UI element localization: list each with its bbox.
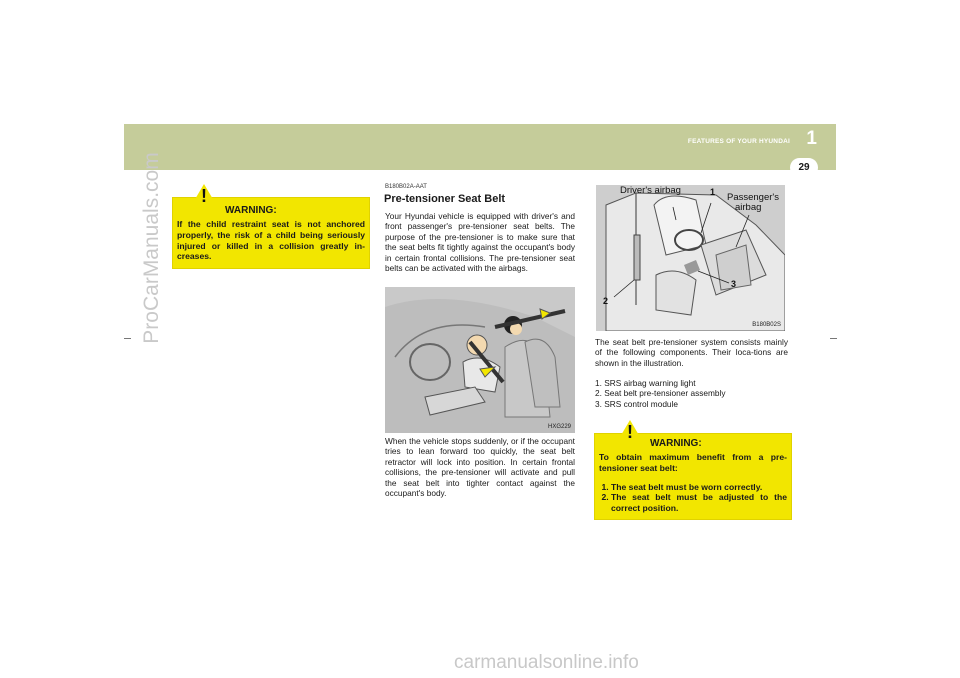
section-title: FEATURES OF YOUR HYUNDAI [687,138,790,145]
warning-body [599,452,787,514]
side-watermark: ProCarManuals.com [140,152,163,344]
components-intro: The seat belt pre-tensioner system consists mainly of the following components. Their loca-tions are shown in the illustration. [595,337,788,368]
figure-code: B180B02S [752,322,781,328]
list-item: 2. Seat belt pre-tensioner assembly [595,388,726,399]
chapter-number: 1 [806,128,817,149]
list-item: 2. The seat belt must be adjusted to the correct position. [611,492,787,514]
intro-paragraph: Your Hyundai vehicle is equipped with driver's and front passenger's pre-tensioner seat belts. The purpose of the pre-tensioner is to make sure that the seat belts fit tightly against the occupant's body in certain frontal collisions. The pre-tensioner seat belts can be activated with the airbags. [385,211,575,274]
label-passenger-airbag-1: Passenger's [727,192,779,203]
warning-title: WARNING: [225,205,277,216]
figure-code: HXG229 [547,424,571,430]
warning-box-child-seat [172,186,370,269]
warning-triangle-icon: ! [191,184,217,204]
callout-3: 3 [731,279,737,289]
callout-1: 1 [710,187,716,197]
airbag-location-diagram [596,185,785,331]
crop-mark-left [124,338,131,339]
lock-paragraph: When the vehicle stops suddenly, or if the occupant tries to lean forward too quickly, the seat belt retractor will lock into position. In certain frontal collisions, the pre-tensioner will activate and pull the seat belt into tighter contact against the occupant's body. [385,436,575,499]
crop-mark-right [830,338,837,339]
seatbelt-illustration [385,287,575,433]
section-heading: Pre-tensioner Seat Belt [384,193,506,205]
list-item: 1. SRS airbag warning light [595,378,696,388]
car-interior-drawing [385,287,575,433]
label-driver-airbag: Driver's airbag [620,185,681,196]
components-list [595,378,726,409]
warning-intro: To obtain maximum benefit from a pre-tensioner seat belt: [599,452,787,473]
warning-title: WARNING: [650,438,702,449]
footer-watermark: carmanualsonline.info [454,652,639,673]
warning-box-pretensioner [594,422,792,520]
header-band [124,124,836,170]
section-code: B180B02A-AAT [385,184,427,190]
warning-body: If the child restraint seat is not anchored properly, the risk of a child being seriously injured or killed in a collision greatly in-creases. [177,219,365,262]
warning-triangle-icon: ! [617,420,643,440]
list-item: 1. The seat belt must be worn correctly. [611,482,787,493]
page-number: 29 [790,158,818,177]
list-item: 3. SRS control module [595,398,679,409]
label-passenger-airbag-2: airbag [735,202,762,213]
callout-2: 2 [603,296,609,306]
